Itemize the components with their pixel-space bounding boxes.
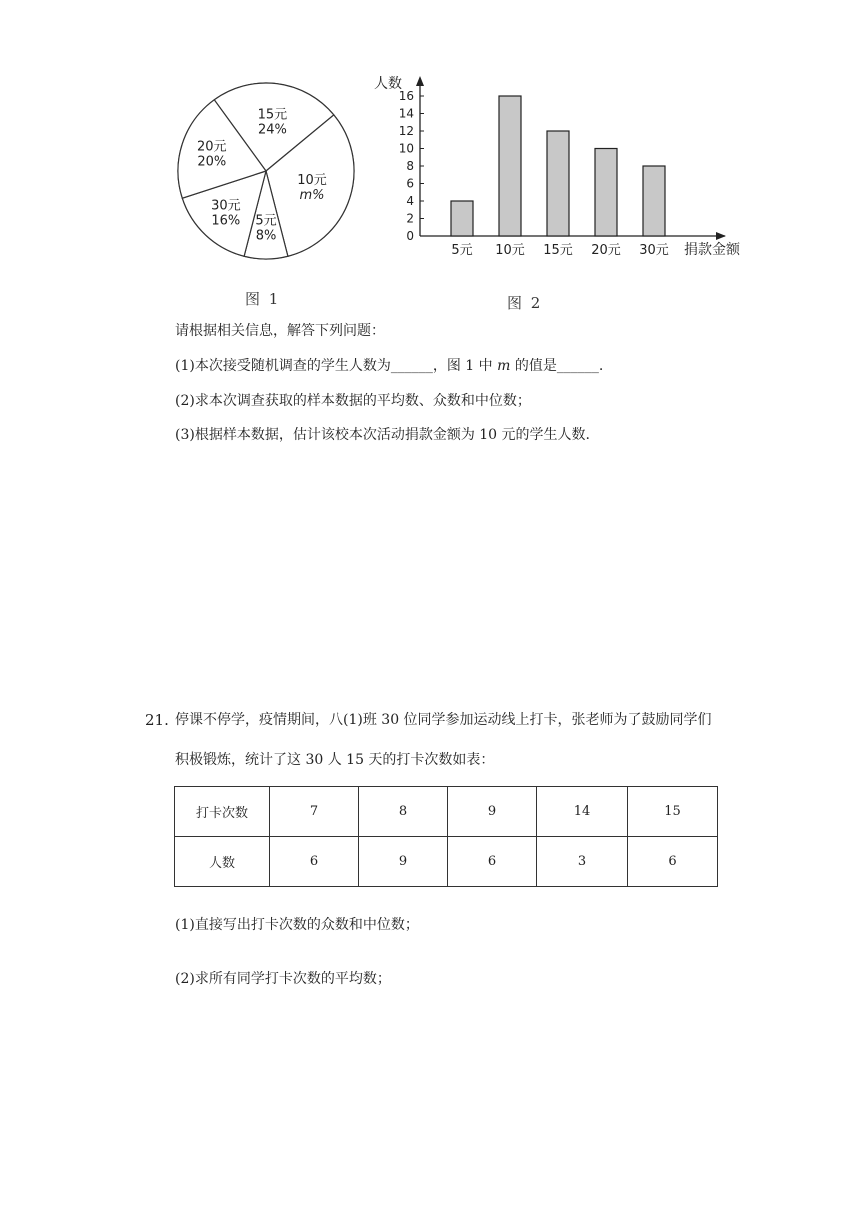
pie-slice-label: 20元 [197, 139, 227, 155]
x-tick-label: 10元 [495, 243, 525, 258]
pie-slices [178, 83, 354, 259]
x-tick-label: 20元 [591, 243, 621, 258]
bar-chart [370, 70, 750, 270]
table-cell: 6 [628, 837, 718, 887]
table-row [175, 787, 718, 837]
x-axis-arrow [716, 232, 726, 240]
table-cell: 8 [359, 787, 448, 837]
q20-part1-b: 的值是______. [510, 358, 604, 374]
y-tick-label: 0 [406, 229, 414, 243]
table-cell: 9 [448, 787, 537, 837]
y-tick-label: 8 [406, 159, 414, 173]
table-cell: 14 [537, 787, 628, 837]
table-cell: 7 [270, 787, 359, 837]
q20-part1 [175, 355, 603, 375]
table-cell: 15 [628, 787, 718, 837]
pie-slice-label: 30元 [211, 198, 241, 214]
y-tick-label: 6 [406, 176, 414, 191]
q20-part1-var: m [497, 358, 511, 374]
x-tick-label: 5元 [451, 243, 473, 258]
bar [547, 131, 569, 236]
table-cell: 9 [359, 837, 448, 887]
q20-part2: (2)求本次调查获取的样本数据的平均数、众数和中位数； [175, 393, 531, 409]
q21-number: 21. [145, 711, 169, 729]
bar [643, 166, 665, 236]
y-tick-label: 4 [406, 194, 414, 208]
table-cell: 3 [537, 837, 628, 887]
pie-slice-label: 10元 [297, 172, 327, 188]
pie-chart [170, 80, 370, 260]
q21-part1: (1)直接写出打卡次数的众数和中位数； [175, 917, 419, 933]
bar [499, 96, 521, 236]
y-axis-arrow [416, 76, 424, 86]
pie-slice-value: m% [299, 187, 325, 203]
pie-slice-value: 20% [197, 154, 227, 170]
bar [595, 149, 617, 237]
q21-part2: (2)求所有同学打卡次数的平均数； [175, 971, 391, 987]
table-header-cell: 人数 [175, 837, 270, 887]
figure-1-caption: 图 1 [245, 290, 281, 308]
y-tick-label: 12 [398, 124, 414, 138]
y-tick-label: 14 [398, 106, 414, 121]
y-tick-label: 2 [406, 211, 414, 226]
y-tick-label: 16 [398, 89, 414, 103]
bar [451, 201, 473, 236]
q21-text: 停课不停学，疫情期间，八(1)班 30 位同学参加运动线上打卡，张老师为了鼓励同学们积极锻炼，统计了这 30 人 15 天的打卡次数如表： [175, 712, 712, 768]
y-tick-label: 10 [398, 141, 414, 156]
x-tick-label: 30元 [639, 243, 669, 258]
pie-slice-label: 5元 [255, 213, 277, 229]
x-axis-label: 捐款金额 [684, 242, 740, 258]
q21-table [174, 786, 718, 887]
q20-part3: (3)根据样本数据，估计该校本次活动捐款金额为 10 元的学生人数. [175, 427, 590, 443]
table-row [175, 837, 718, 887]
pie-slice-value: 16% [211, 213, 241, 229]
bar-chart-content [374, 75, 741, 258]
figure-2-caption: 图 2 [507, 294, 543, 312]
table-cell: 6 [448, 837, 537, 887]
pie-slice-value: 24% [257, 122, 287, 138]
table-cell: 6 [270, 837, 359, 887]
q20-part1-a: (1)本次接受随机调查的学生人数为______，图 1 中 [175, 358, 498, 374]
table-header-cell: 打卡次数 [175, 787, 270, 837]
x-tick-label: 15元 [543, 243, 573, 258]
pie-slice-value: 8% [255, 228, 277, 244]
pie-slice-label: 15元 [257, 107, 288, 123]
q20-intro: 请根据相关信息，解答下列问题： [175, 323, 385, 339]
y-axis-label: 人数 [374, 76, 402, 92]
